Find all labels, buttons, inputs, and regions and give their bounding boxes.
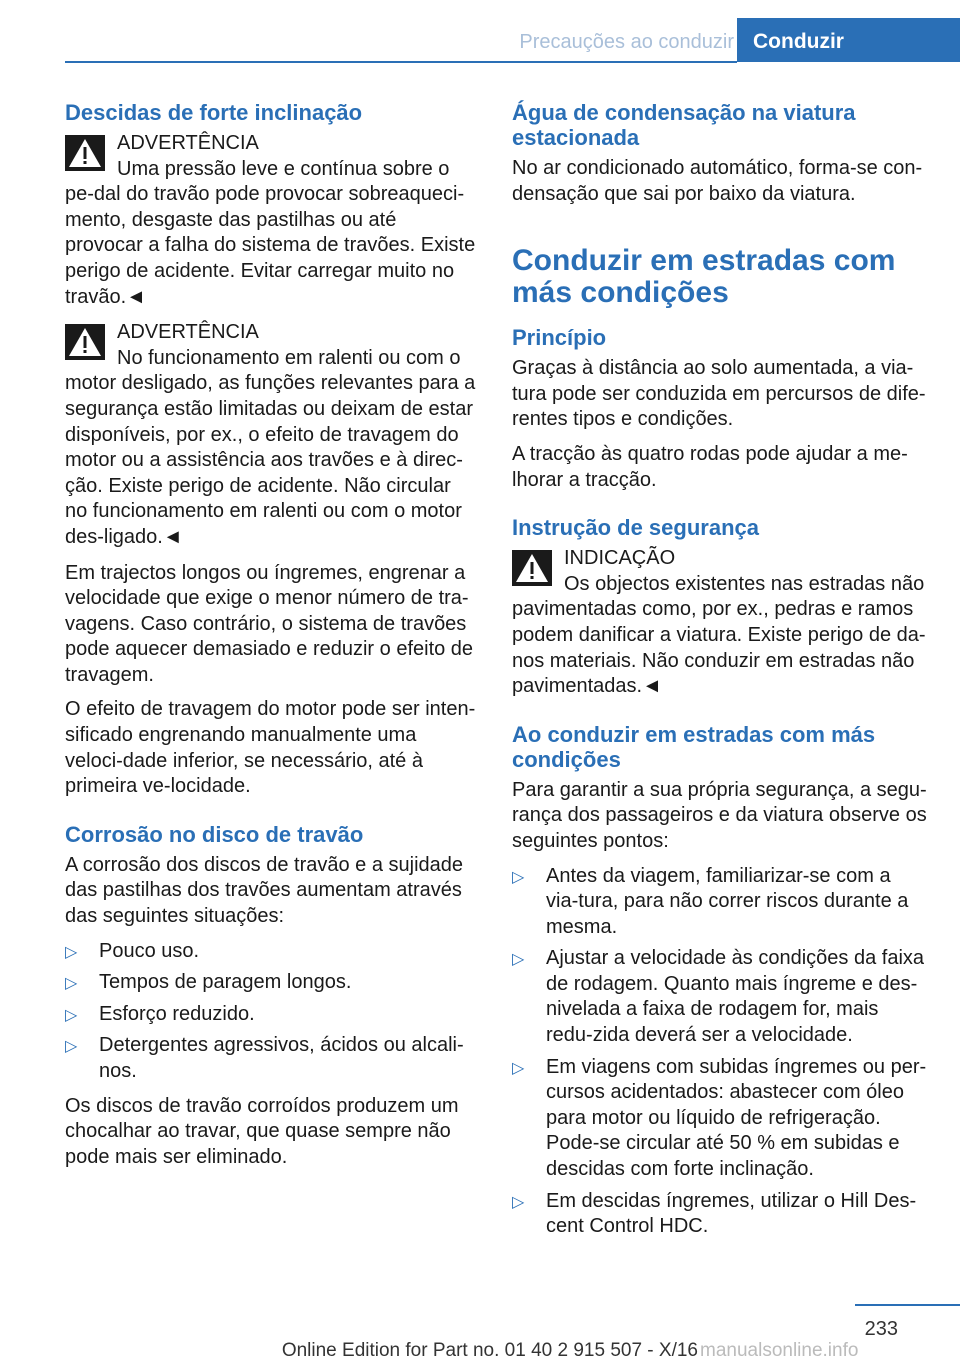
note-block <box>512 546 927 700</box>
header-rule <box>65 61 737 63</box>
warning-text: Uma pressão leve e contínua sobre o pe-dal do travão pode provocar sobreaqueci-mento, desgaste das pastilhas ou até provocar a falha do sistema de travões. Existe perigo de acidente. Evitar carregar muito no travão.◄ <box>65 157 476 308</box>
page-header <box>0 0 960 62</box>
note-title: INDICAÇÃO <box>564 547 676 570</box>
list-item: ▷ Tempos de paragem longos. <box>65 970 477 996</box>
warning-triangle-icon <box>512 550 552 586</box>
warning-triangle-icon <box>65 135 105 171</box>
warning-title: ADVERTÊNCIA <box>117 321 259 344</box>
list-item: ▷ Em viagens com subidas íngremes ou per-cursos acidentados: abastecer com óleo para motor ou líquido de refrigeração. Pode-se circular até 50 % em subidas e descidas com forte inclinação. <box>512 1055 927 1181</box>
header-section-title: Precauções ao conduzir <box>519 31 734 53</box>
paragraph: No ar condicionado automático, forma-se con-densação que sai por baixo da viatura. <box>512 157 923 205</box>
list-item: ▷ Pouco uso. <box>65 939 477 965</box>
warning-block-1 <box>65 131 477 310</box>
list-item: ▷ Ajustar a velocidade às condições da faixa de rodagem. Quanto mais íngreme e des-nivelada a faixa de rodagem for, mais redu-zida deverá ser a velocidade. <box>512 947 925 1047</box>
heading-corrosao: Corrosão no disco de travão <box>65 821 364 847</box>
paragraph: Os discos de travão corroídos produzem um chocalhar ao travar, que quase sempre não pode mais ser eliminado. <box>65 1094 459 1168</box>
right-column <box>512 100 927 1249</box>
bullet-triangle-icon: ▷ <box>512 868 525 886</box>
left-column <box>65 100 477 1179</box>
warning-title: ADVERTÊNCIA <box>117 132 259 154</box>
bullet-triangle-icon: ▷ <box>512 1193 525 1211</box>
paragraph: Graças à distância ao solo aumentada, a via-tura pode ser conduzida em percursos de dife-rentes tipos e condições. <box>512 357 926 431</box>
heading-conduzir-estradas: Conduzir em estradas com más condições <box>512 244 896 310</box>
paragraph: Para garantir a sua própria segurança, a segu-rança dos passageiros e da viatura observe os seguintes pontos: <box>512 778 927 852</box>
bullet-triangle-icon: ▷ <box>65 943 78 961</box>
paragraph: A corrosão dos discos de travão e a sujidade das pastilhas dos travões aumentam através das seguintes situações: <box>65 853 464 928</box>
bullet-list-corrosao <box>65 939 477 1085</box>
list-item: ▷ Detergentes agressivos, ácidos ou alcali-nos. <box>65 1034 464 1082</box>
page-number: 233 <box>864 1318 898 1340</box>
header-chapter-tab: Conduzir <box>737 18 960 62</box>
heading-agua: Água de condensação na viatura estacionada <box>512 100 856 150</box>
heading-ao-conduzir: Ao conduzir em estradas com más condições <box>512 721 876 772</box>
heading-descidas: Descidas de forte inclinação <box>65 100 363 125</box>
list-item: ▷ Em descidas íngremes, utilizar o Hill Des-cent Control HDC. <box>512 1189 917 1238</box>
heading-instrucao: Instrução de segurança <box>512 515 759 541</box>
bullet-triangle-icon: ▷ <box>65 975 78 993</box>
bullet-list-conduzir <box>512 864 927 1240</box>
warning-block-2 <box>65 320 477 550</box>
bullet-triangle-icon: ▷ <box>65 1038 78 1056</box>
list-item: ▷ Antes da viagem, familiarizar-se com a via-tura, para não correr riscos durante a mesma. <box>512 864 909 938</box>
list-item: ▷ Esforço reduzido. <box>65 1002 477 1028</box>
watermark-text: manualsonline.info <box>700 1340 859 1361</box>
note-text: Os objectos existentes nas estradas não pavimentadas como, por ex., pedras e ramos podem danificar a viatura. Existe perigo de da-nos materiais. Não conduzir em estradas não pavimentadas.◄ <box>512 572 926 698</box>
heading-principio: Princípio <box>512 325 607 351</box>
bullet-triangle-icon: ▷ <box>512 951 525 969</box>
paragraph: A tracção às quatro rodas pode ajudar a me-lhorar a tracção. <box>512 442 908 491</box>
page-footer <box>0 1300 960 1362</box>
bullet-triangle-icon: ▷ <box>512 1059 525 1077</box>
paragraph: O efeito de travagem do motor pode ser inten-sificado engrenando manualmente uma veloci-dade inferior, se necessário, até à primeira ve-locidade. <box>65 698 476 798</box>
paragraph: Em trajectos longos ou íngremes, engrenar a velocidade que exige o menor número de tra-vagens. Caso contrário, o sistema de travões pode aquecer demasiado e reduzir o efeito de travagem. <box>65 561 474 686</box>
warning-triangle-icon <box>65 324 105 360</box>
bullet-triangle-icon: ▷ <box>65 1006 78 1024</box>
warning-text: No funcionamento em ralenti ou com o motor desligado, as funções relevantes para a segurança estão limitadas ou deixam de estar disponíveis, por ex., o efeito de travagem do motor ou a assistência aos travões e à direc-ção. Existe perigo de acidente. Não circular no funcionamento em ralenti ou com o motor des-ligado.◄ <box>65 346 476 548</box>
edition-text: Online Edition for Part no. 01 40 2 915 507 - X/16 <box>281 1340 698 1361</box>
footer-rule <box>855 1304 960 1306</box>
